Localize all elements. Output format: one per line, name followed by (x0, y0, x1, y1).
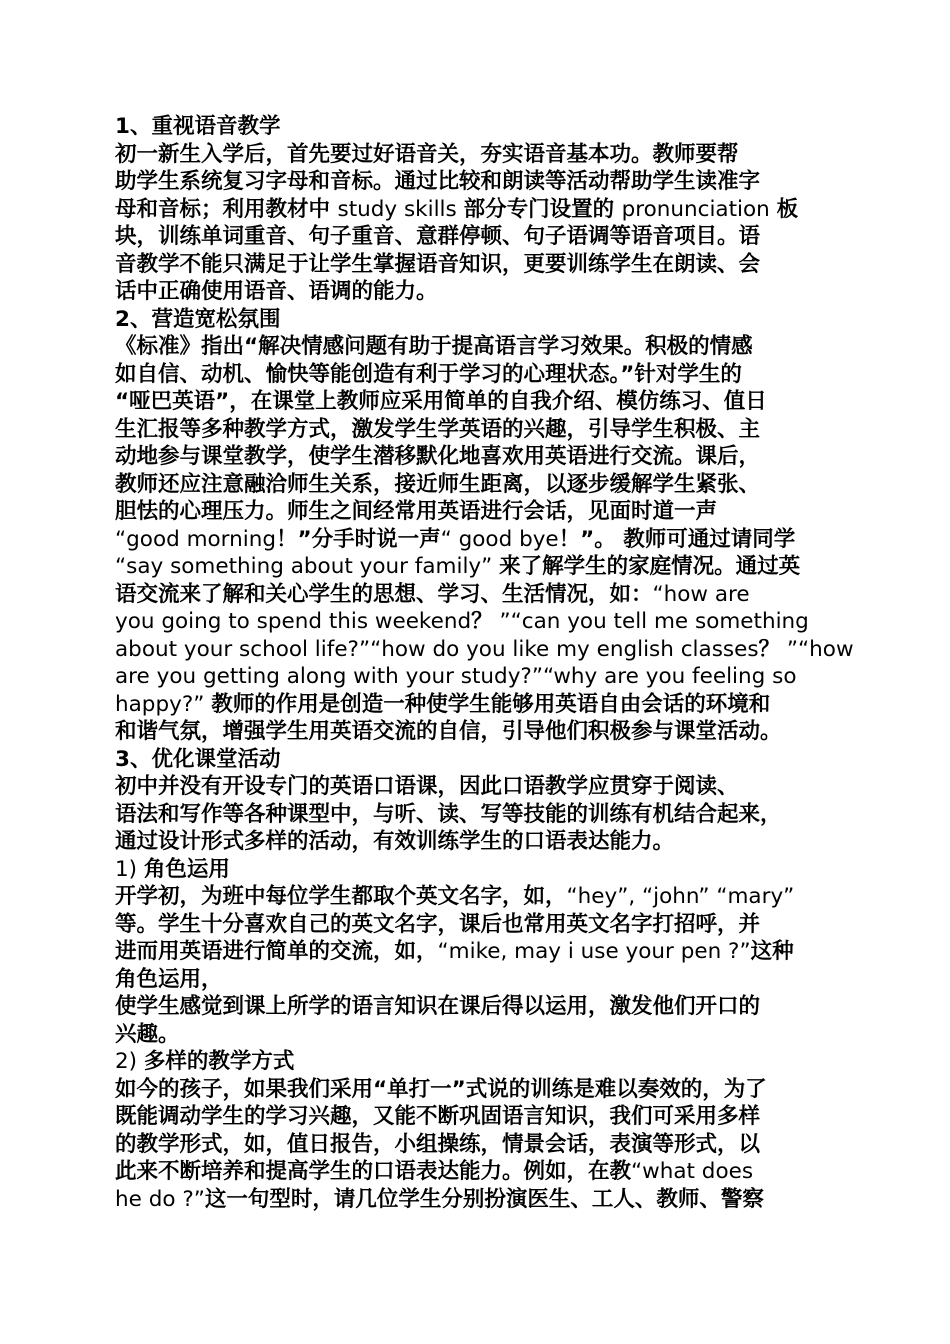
text-segment: ？ (758, 636, 781, 662)
text-line (115, 828, 850, 856)
text-segment: ”“how (780, 636, 854, 662)
text-line (115, 553, 850, 581)
text-line (115, 691, 850, 719)
text-segment: “how are (652, 581, 750, 607)
text-segment: “what does (631, 1159, 754, 1184)
text-line (115, 773, 850, 801)
text-segment: ！”。 教师可通过请同学 (558, 526, 796, 552)
text-segment: ！”分手时说一声 (276, 526, 441, 552)
text-segment: 部分专门设置的 (463, 196, 622, 222)
text-segment: 进而用英语进行简单的交流，如， (115, 939, 438, 964)
text-segment: happy?” (115, 691, 212, 717)
text-segment: you going to spend this weekend (115, 609, 472, 634)
text-line (115, 1186, 850, 1214)
text-line (115, 1048, 850, 1076)
text-segment: 3、优化课堂活动 (115, 746, 281, 772)
text-line (115, 856, 850, 884)
text-line (115, 278, 850, 306)
text-line (115, 361, 850, 389)
text-segment: 此来不断培养和提高学生的口语表达能力。例如，在教 (115, 1159, 632, 1184)
text-line (115, 168, 850, 196)
text-segment: 《标准》指出“解决情感问题有助于提高语言学习效果。积极的情感 (115, 334, 753, 359)
text-line (115, 663, 850, 691)
text-segment: 初一新生入学后，首先要过好语音关，夯实语音基本功。教师要帮 (115, 141, 739, 167)
text-segment: 语交流来了解和关心学生的思想、学习、生活情况，如： (115, 581, 653, 607)
text-line (115, 883, 850, 911)
text-segment: “哑巴英语”，在课堂上教师应采用简单的自我介绍、模仿练习、值日 (115, 389, 767, 414)
text-line (115, 416, 850, 444)
text-line (115, 306, 850, 334)
text-line (115, 746, 850, 774)
text-segment: 既能调动学生的学习兴趣，又能不断巩固语言知识，我们可采用多样 (115, 1104, 761, 1129)
text-segment: 1) (115, 856, 144, 882)
document-page (115, 113, 854, 1213)
text-segment: 语法和写作等各种课型中，与听、读、写等技能的训练有机结合起来， (115, 801, 782, 827)
text-line (115, 526, 850, 554)
text-segment: 生汇报等多种教学方式，激发学生学英语的兴趣，引导学生积极、主 (115, 416, 761, 442)
text-segment: he do ?” (115, 1186, 205, 1212)
text-segment: 块，训练单词重音、句子重音、意群停顿、句子语调等语音项目。语 (115, 224, 761, 249)
text-segment: 如自信、动机、愉快等能创造有利于学习的心理状态。”针对学生的 (115, 361, 742, 387)
text-segment: 话中正确使用语音、语调的能力。 (115, 279, 438, 304)
text-line (115, 911, 850, 939)
text-segment: 使学生感觉到课上所学的语言知识在课后得以运用，激发他们开口的 (115, 994, 761, 1019)
text-line (115, 251, 850, 279)
text-line (115, 196, 850, 224)
text-segment: 助学生系统复习字母和音标。通过比较和朗读等活动帮助学生读准字 (115, 169, 761, 194)
text-line (115, 1021, 850, 1049)
text-line (115, 966, 850, 994)
text-segment: 兴趣。 (115, 1021, 180, 1047)
text-segment: 来了解学生的家庭情况。通过英 (499, 554, 801, 579)
text-line (115, 388, 850, 416)
text-segment: ？ (471, 609, 493, 634)
text-segment: 胆怯的心理压力。师生之间经常用英语进行会话，见面时道一声 (115, 499, 718, 524)
text-segment: study skills (337, 196, 464, 222)
text-line (115, 938, 850, 966)
text-segment: 的教学形式，如，值日报告，小组操练，情景会话，表演等形式，以 (115, 1131, 761, 1157)
text-segment: “mike, may i use your pen ?” (437, 939, 751, 964)
text-line (115, 498, 850, 526)
text-line (115, 333, 850, 361)
text-line (115, 471, 850, 499)
text-line (115, 1076, 850, 1104)
text-segment: “good morning (115, 526, 277, 552)
text-line (115, 636, 854, 664)
text-segment: 角色运用， (115, 966, 223, 992)
text-segment: 母和音标；利用教材中 (115, 196, 338, 222)
text-line (115, 223, 850, 251)
text-segment: “say something about your family” (115, 554, 500, 579)
text-segment: 如今的孩子，如果我们采用“单打一”式说的训练是难以奏效的，为了 (115, 1076, 767, 1102)
text-line (115, 718, 850, 746)
text-segment: 2) (115, 1049, 144, 1074)
text-segment: 和谐气氛，增强学生用英语交流的自信，引导他们积极参与课堂活动。 (115, 719, 782, 744)
text-segment: 开学初，为班中每位学生都取个英文名字，如， (115, 884, 567, 909)
text-line (115, 608, 850, 636)
text-segment: 角色运用 (143, 856, 230, 882)
text-line (115, 993, 850, 1021)
text-segment: “hey”, “john” “mary” (566, 884, 795, 909)
text-segment: 通过设计形式多样的活动，有效训练学生的口语表达能力。 (115, 829, 675, 854)
text-line (115, 1131, 850, 1159)
text-segment: 教师还应注意融洽师生关系，接近师生距离，以逐步缓解学生紧张、 (115, 471, 761, 497)
text-segment: 这一句型时，请几位学生分别扮演医生、工人、教师、警察 (204, 1186, 764, 1212)
text-line (115, 1103, 850, 1131)
text-line (115, 581, 850, 609)
text-line (115, 443, 850, 471)
text-segment: are you getting along with your study?”“why are you feeling so (115, 664, 797, 689)
text-line (115, 113, 850, 141)
text-segment: 2、营造宽松氛围 (115, 306, 281, 332)
text-segment: 音教学不能只满足于让学生掌握语音知识，更要训练学生在朗读、会 (115, 251, 761, 277)
text-line (115, 801, 850, 829)
text-line (115, 1158, 850, 1186)
text-segment: 多样的教学方式 (143, 1049, 295, 1074)
text-segment: 板 (776, 196, 799, 222)
text-segment: about your school life?”“how do you like my english classes (115, 636, 759, 662)
text-line (115, 141, 850, 169)
text-segment: 1、重视语音教学 (115, 114, 281, 139)
text-segment: 这种 (750, 939, 794, 964)
text-segment: ”“can you tell me something (492, 609, 809, 634)
text-segment: 初中并没有开设专门的英语口语课，因此口语教学应贯穿于阅读、 (115, 774, 739, 799)
text-segment: “ good bye (440, 526, 559, 552)
text-segment: 等。学生十分喜欢自己的英文名字，课后也常用英文名字打招呼，并 (115, 911, 761, 937)
text-segment: 动地参与课堂教学，使学生潜移默化地喜欢用英语进行交流。课后， (115, 444, 761, 469)
text-segment: 教师的作用是创造一种使学生能够用英语自由会话的环境和 (211, 691, 771, 717)
text-segment: pronunciation (621, 196, 777, 222)
